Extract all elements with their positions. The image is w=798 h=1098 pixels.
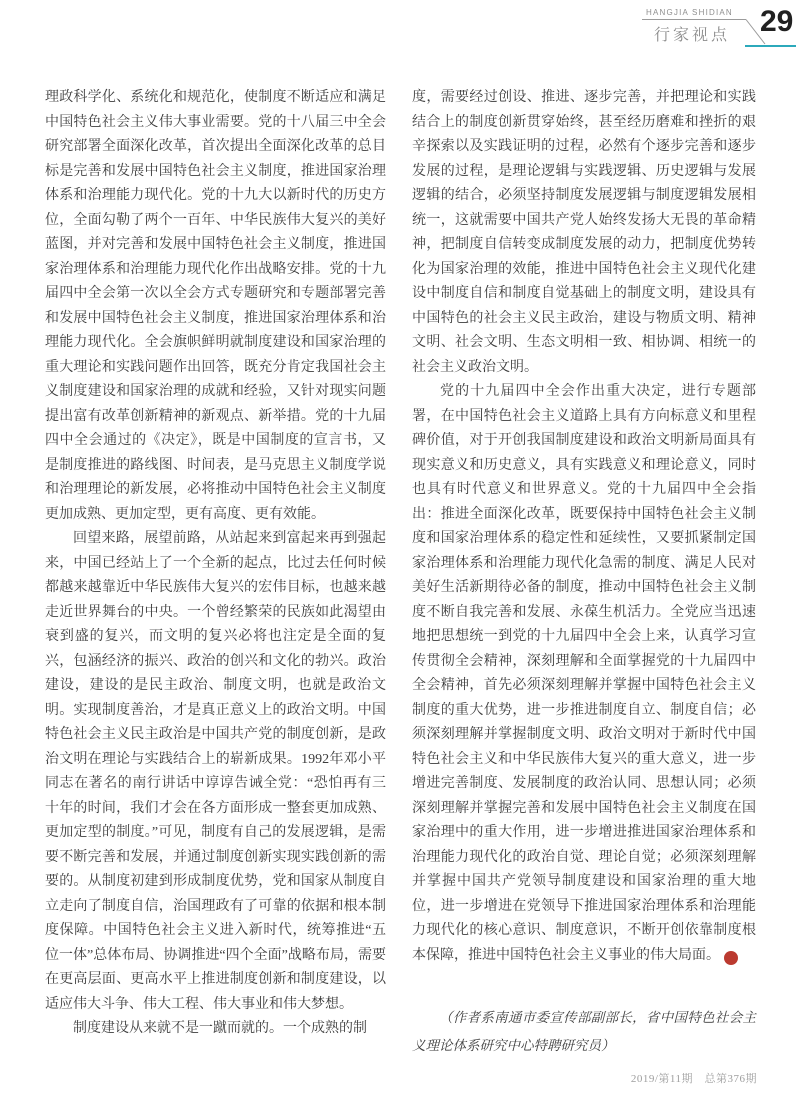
article-column-right [412, 86, 760, 1060]
page-number: 29 [760, 5, 794, 38]
section-title: 行家视点 [654, 27, 731, 44]
author-note: （作者系南通市委宣传部副部长，省中国特色社会主义理论体系研究中心特聘研究员） [412, 1010, 756, 1053]
article-end-seal-icon: ❋ [724, 951, 738, 965]
paragraph-text: 党的十九届四中全会作出重大决定，进行专题部署，在中国特色社会主义道路上具有方向标意义和里程碑价值，对于开创我国制度建设和政治文明新局面具有现实意义和历史意义，具有实践意义和理论意义，同时也具有时代意义和世界意义。党的十九届四中全会指出：推进全面深化改革，既要保持中国特色社会主义制度和国家治理体系的稳定性和延续性，又要抓紧制定国家治理体系和治理能力现代化急需的制度、满足人民对美好生活新期待必备的制度，推动中国特色社会主义制度不断自我完善和发展、永葆生机活力。全党应当迅速地把思想统一到党的十九届四中全会上来，认真学习宣传贯彻全会精神，深刻理解和全面掌握党的十九届四中全会精神，首先必须深刻理解并掌握中国特色社会主义制度的重大优势，进一步推进制度自立、制度自信；必须深刻理解并掌握制度文明、政治文明对于新时代中国特色社会主义和中华民族伟大复兴的重大意义，进一步增进完善制度、发展制度的政治认同、思想认同；必须深刻理解并掌握完善和发展中国特色社会主义制度在国家治理中的重大作用，进一步增进推进国家治理体系和治理能力现代化的政治自觉、理论自觉；必须深刻理解并掌握中国共产党领导制度建设和国家治理的重大地位，进一步增进在党领导下推进国家治理体系和治理能力现代化的核心意识、制度意识，不断开创依靠制度根本保障，推进中国特色社会主义事业的伟大局面。 [412, 384, 756, 963]
section-pinyin: HANGJIA SHIDIAN [646, 8, 733, 17]
paragraph-continuation: 度，需要经过创设、推进、逐步完善，并把理论和实践结合上的制度创新贯穿始终，甚至经历磨难和挫折的艰辛探索以及实践证明的过程，必然有个逐步完善和逐步发展的过程，是理论逻辑与实践逻辑、历史逻辑与发展逻辑的结合，必须坚持制度发展逻辑与制度逻辑发展相统一，这就需要中国共产党人始终发扬大无畏的革命精神，把制度自信转变成制度发展的动力，把制度优势转化为国家治理的效能，推进中国特色社会主义现代化建设中制度自信和制度自觉基础上的制度文明，建设具有中国特色的社会主义民主政治，建设与物质文明、精神文明、社会文明、生态文明相一致、相协调、相统一的社会主义政治文明。 [412, 90, 756, 375]
article-column-left [45, 86, 386, 1042]
paragraph: 回望来路，展望前路，从站起来到富起来再到强起来，中国已经站上了一个全新的起点，比过去任何时候都越来越靠近中华民族伟大复兴的宏伟目标，也越来越走近世界舞台的中央。一个曾经繁荣的民族如此渴望由衰到盛的复兴，而文明的复兴必将也注定是全面的复兴，包涵经济的振兴、政治的创兴和文化的勃兴。政治建设，建设的是民主政治、制度文明，也就是政治文明。实现制度善治，才是真正意义上的政治文明。中国特色社会主义民主政治是中国共产党的制度创新，是政治文明在理论与实践结合上的崭新成果。1992年邓小平同志在著名的南行讲话中谆谆告诫全党：“恐怕再有三十年的时间，我们才会在各方面形成一整套更加成熟、更加定型的制度。”可见，制度有自己的发展逻辑，是需要不断完善和发展，并通过制度创新实现实践创新的需要的。从制度初建到形成制度优势，党和国家从制度自立走向了制度自信，治国理政有了可靠的依据和根本制度保障。中国特色社会主义进入新时代，统筹推进“五位一体”总体布局、协调推进“四个全面”战略布局，需要在更高层面、更高水平上推进制度创新和制度建设，以适应伟大斗争、伟大工程、伟大事业和伟大梦想。 [45, 531, 386, 1012]
issue-footer: 2019/第11期 总第376期 [630, 1073, 757, 1085]
paragraph-continuation: 理政科学化、系统化和规范化，使制度不断适应和满足中国特色社会主义伟大事业需要。党的十八届三中全会研究部署全面深化改革，首次提出全面深化改革的总目标是完善和发展中国特色社会主义制度，推进国家治理体系和治理能力现代化。党的十九大以新时代的历史方位，全面勾勒了两个一百年、中华民族伟大复兴的美好蓝图，并对完善和发展中国特色社会主义制度，推进国家治理体系和治理能力现代化作出战略安排。党的十九届四中全会第一次以全会方式专题研究和专题部署完善和发展中国特色社会主义制度，推进国家治理体系和治理能力现代化。全会旗帜鲜明就制度建设和国家治理的重大理论和实践问题作出回答，既充分肯定我国社会主义制度建设和国家治理的成就和经验，又针对现实问题提出富有改革创新精神的新观点、新举措。党的十九届四中全会通过的《决定》，既是中国制度的宣言书，又是制度推进的路线图、时间表，是马克思主义制度学说和治理理论的新发展，必将推动中国特色社会主义制度更加成熟、更加定型，更有高度、更有效能。 [45, 90, 386, 522]
paragraph: 制度建设从来就不是一蹴而就的。一个成熟的制 [73, 1021, 367, 1036]
page-header [598, 0, 798, 62]
page-number-underline [745, 45, 796, 47]
paragraph [412, 380, 760, 968]
